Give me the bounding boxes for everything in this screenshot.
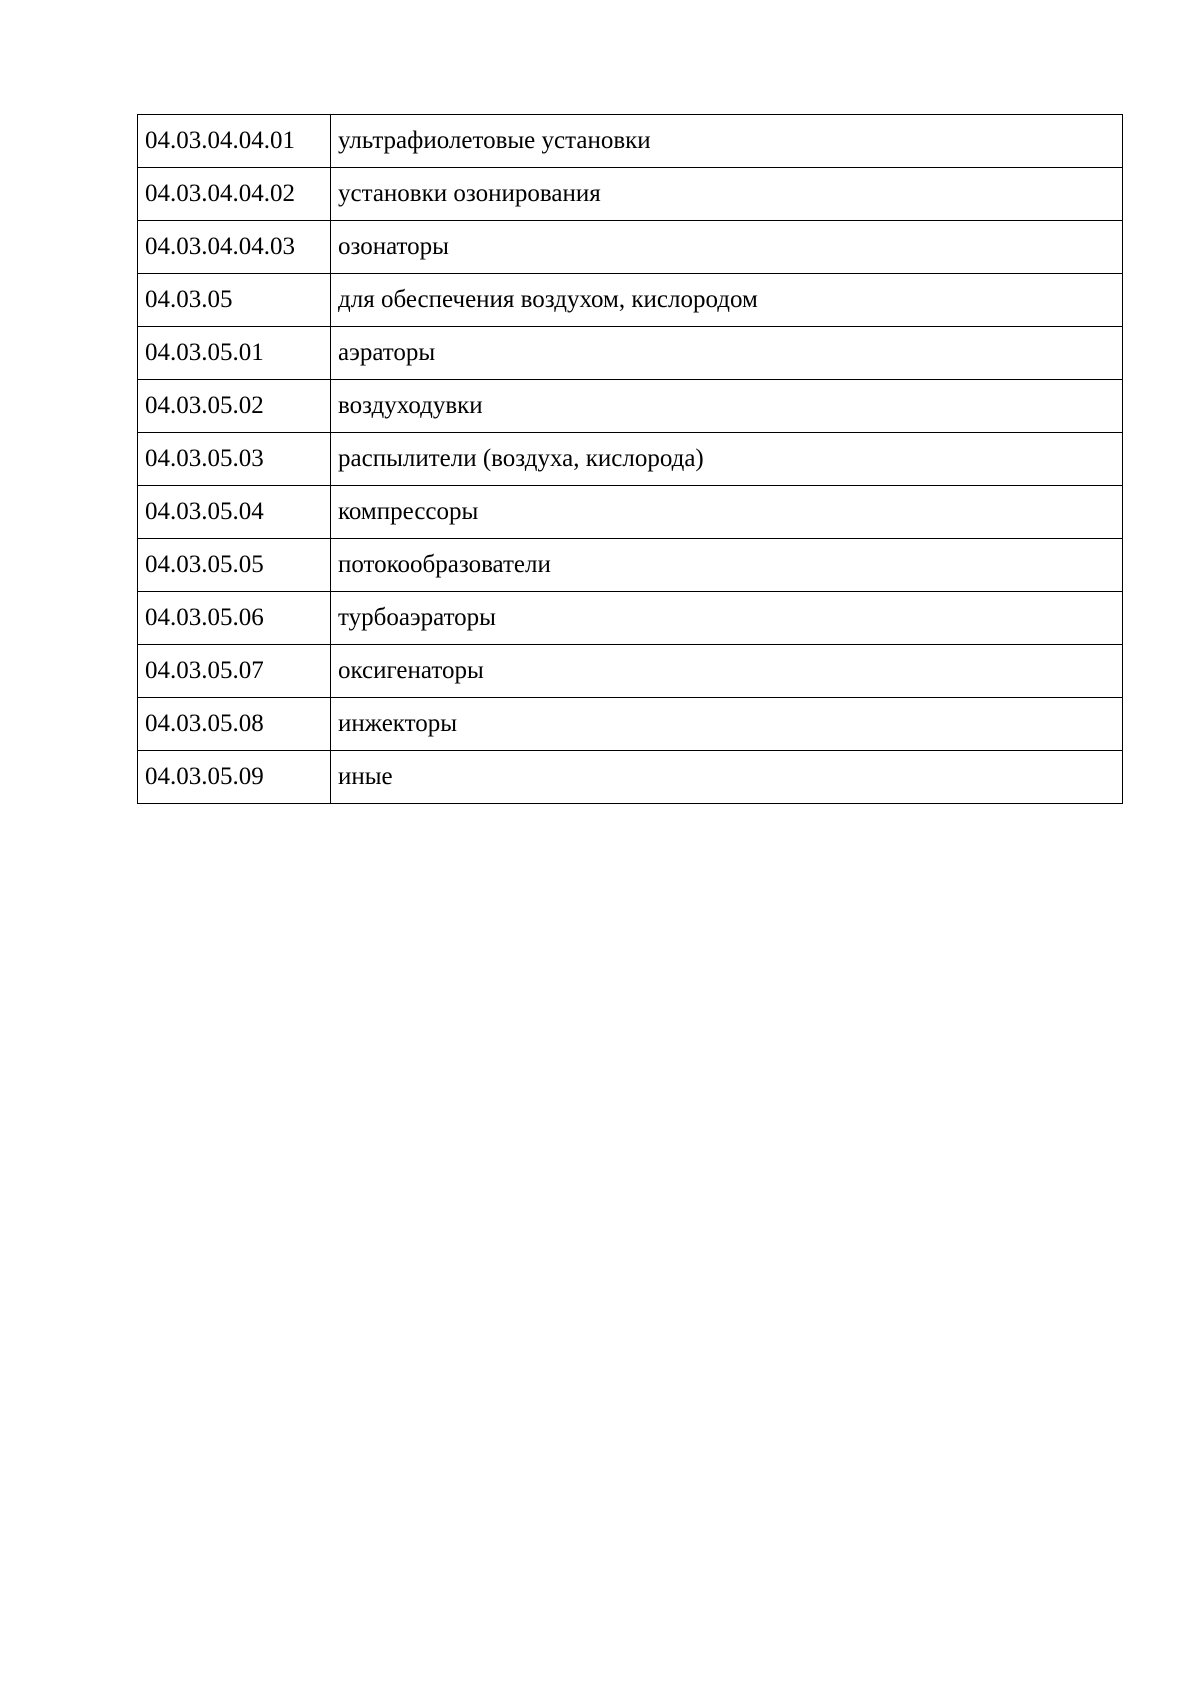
name-cell: потокообразователи — [331, 539, 1123, 592]
table-row — [138, 539, 1123, 592]
table-row — [138, 433, 1123, 486]
code-cell: 04.03.05.01 — [138, 327, 331, 380]
table-body — [138, 115, 1123, 804]
table-row — [138, 327, 1123, 380]
name-cell: воздуходувки — [331, 380, 1123, 433]
table-row — [138, 592, 1123, 645]
name-cell: инжекторы — [331, 698, 1123, 751]
code-cell: 04.03.05.08 — [138, 698, 331, 751]
table-row — [138, 645, 1123, 698]
code-cell: 04.03.05.02 — [138, 380, 331, 433]
name-cell: озонаторы — [331, 221, 1123, 274]
code-cell: 04.03.04.04.01 — [138, 115, 331, 168]
name-cell: установки озонирования — [331, 168, 1123, 221]
name-cell: оксигенаторы — [331, 645, 1123, 698]
code-cell: 04.03.05.09 — [138, 751, 331, 804]
code-cell: 04.03.04.04.02 — [138, 168, 331, 221]
name-cell: турбоаэраторы — [331, 592, 1123, 645]
table-row — [138, 380, 1123, 433]
name-cell: распылители (воздуха, кислорода) — [331, 433, 1123, 486]
table-row — [138, 751, 1123, 804]
name-cell: ультрафиолетовые установки — [331, 115, 1123, 168]
table-row — [138, 486, 1123, 539]
table-row — [138, 274, 1123, 327]
name-cell: компрессоры — [331, 486, 1123, 539]
table-row — [138, 168, 1123, 221]
code-cell: 04.03.05.05 — [138, 539, 331, 592]
name-cell: аэраторы — [331, 327, 1123, 380]
table-row — [138, 221, 1123, 274]
code-cell: 04.03.05.03 — [138, 433, 331, 486]
code-cell: 04.03.05.04 — [138, 486, 331, 539]
table-row — [138, 115, 1123, 168]
table-row — [138, 698, 1123, 751]
name-cell: иные — [331, 751, 1123, 804]
code-cell: 04.03.05.06 — [138, 592, 331, 645]
code-cell: 04.03.04.04.03 — [138, 221, 331, 274]
code-cell: 04.03.05 — [138, 274, 331, 327]
name-cell: для обеспечения воздухом, кислородом — [331, 274, 1123, 327]
classification-table — [137, 114, 1123, 804]
code-cell: 04.03.05.07 — [138, 645, 331, 698]
